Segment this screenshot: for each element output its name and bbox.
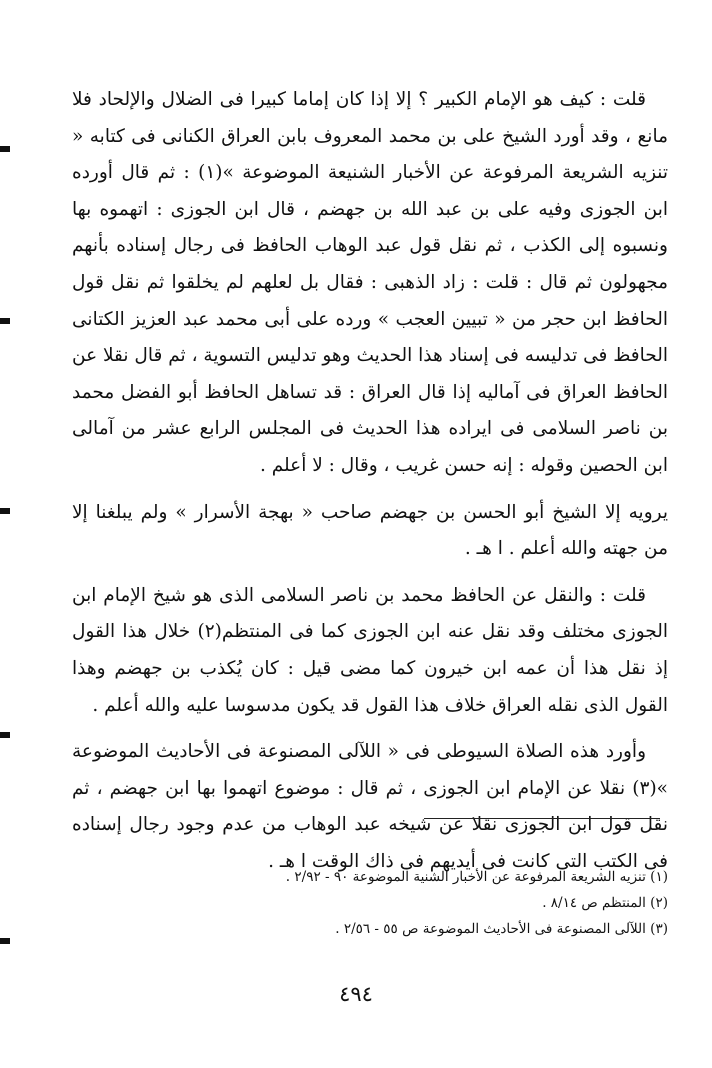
page-number: ٤٩٤ [339, 982, 373, 1006]
binding-mark [0, 938, 10, 944]
footnote: (٢) المنتظم ص ٨/١٤ . [542, 895, 668, 911]
binding-mark [0, 318, 10, 324]
footnote: (٣) اللآلى المصنوعة فى الأحاديث الموضوعة ص ٥٥ - ٢/٥٦ . [335, 921, 668, 937]
footnote: (١) تنزيه الشريعة المرفوعة عن الأخبار الشنية الموضوعة ٩٠ - ٢/٩٢ . [285, 869, 668, 885]
footnotes [180, 864, 668, 942]
paragraph: قلت : كيف هو الإمام الكبير ؟ إلا إذا كان إماما كبيرا فى الضلال والإلحاد فلا مانع ، وقد أورد الشيخ على بن محمد المعروف بابن العراق الكنانى فى كتابه « تنزيه الشريعة المرفوعة عن الأخبار الشنيعة الموضوعة »(١) : ثم قال أورده ابن الجوزى وفيه على بن عبد الله بن جهضم ، قال ابن الجوزى : اتهموه بها ونسبوه إلى الكذب ، ثم نقل قول عبد الوهاب الحافظ فى رجال إسناده بأنهم مجهولون ثم قال : قلت : زاد الذهبى : فقال بل لعلهم لم يخلقوا ثم نقل قول الحافظ ابن حجر من « تبيين العجب » ورده على أبى محمد عبد العزيز الكتانى الحافظ فى تدليسه فى إسناد هذا الحديث وهو تدليس التسوية ، ثم قال نقلا عن الحافظ العراق فى آماليه إذا قال العراق : قد تساهل الحافظ أبو الفضل محمد بن ناصر السلامى فى ايراده هذا الحديث فى المجلس الرابع عشر من آمالى ابن الحصين وقوله : إنه حسن غريب ، وقال : لا أعلم . [72, 89, 669, 476]
binding-mark [0, 732, 10, 738]
binding-mark [0, 508, 10, 514]
footnote-divider [424, 818, 660, 819]
paragraph: وأورد هذه الصلاة السيوطى فى « اللآلى المصنوعة فى الأحاديث الموضوعة »(٣) نقلا عن الإمام ابن الجوزى ، ثم قال : موضوع اتهموا بها ابن جهضم ، ثم نقل قول ابن الجوزى نقلا عن شيخه عبد الوهاب من عدم وجود رجال إسناده فى الكتب التى كانت فى أيديهم فى ذاك الوقت ا هـ . [72, 741, 668, 872]
binding-mark [0, 146, 10, 152]
paragraph: قلت : والنقل عن الحافظ محمد بن ناصر السلامى الذى هو شيخ الإمام ابن الجوزى مختلف وقد نقل عنه ابن الجوزى كما فى المنتظم(٢) خلال هذا القول إذ نقل هذا أن عمه ابن خيرون كما مضى قيل : كان يُكذب بن جهضم وهذا القول الذى نقله العراق خلاف هذا القول قد يكون مدسوسا عليه والله أعلم . [72, 584, 668, 716]
main-text [72, 82, 668, 890]
paragraph: يرويه إلا الشيخ أبو الحسن بن جهضم صاحب « بهجة الأسرار » ولم يبلغنا إلا من جهته والله أعلم . ا هـ . [72, 501, 668, 560]
